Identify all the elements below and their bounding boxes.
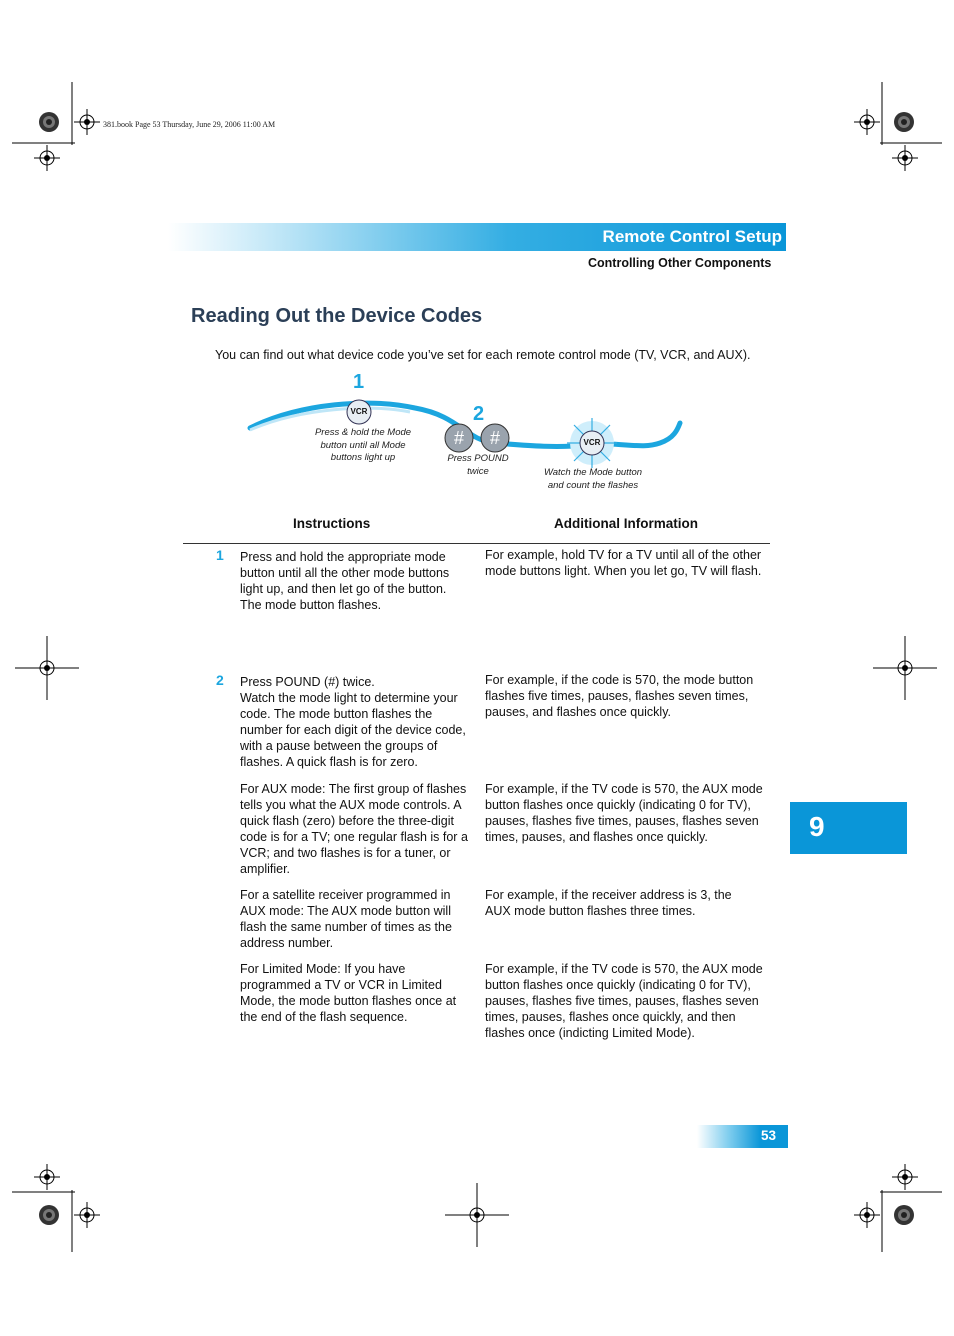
step2-instruction-line2: Watch the mode light to determine your code. The mode button flashes the number for each digit of the device code, with a pause between the groups of flashes. A quick flash is for zero. (240, 691, 466, 769)
chapter-tab (790, 802, 907, 854)
step1-number: 1 (216, 547, 224, 563)
table-divider (183, 543, 770, 544)
diagram-caption-1: Press & hold the Mode button until all Mode buttons light up (314, 427, 412, 463)
page-heading: Reading Out the Device Codes (191, 305, 483, 327)
remote-steps-diagram (240, 368, 700, 498)
limited-info: For example, if the TV code is 570, the AUX mode button flashes once quickly (indicating 0 for TV), pauses, flashes five times, pauses, flashes seven times, pauses, flashes once quickly, and then flashes once (indicting Limited Mode). (485, 962, 763, 1040)
section-title: Remote Control Setup (602, 227, 782, 246)
vcr-label: VCR (583, 438, 601, 447)
vcr-label: VCR (350, 407, 368, 416)
diagram-caption-2: Press POUND twice (447, 453, 509, 477)
diagram-caption-3: Watch the Mode button and count the flashes (543, 467, 643, 491)
step2-instruction (240, 674, 470, 770)
section-header-bar (168, 223, 786, 251)
instructions-column-header: Instructions (293, 516, 371, 531)
pound-label: # (453, 428, 464, 448)
aux-info: For example, if the TV code is 570, the AUX mode button flashes once quickly (indicating 0 for TV), pauses, flashes five times, pauses, flashes seven times, pauses, and flashes once quickly. (485, 782, 763, 844)
page-number-bar (697, 1125, 788, 1148)
aux-instruction: For AUX mode: The first group of flashes tells you what the AUX mode controls. A quick flash (zero) before the three-digit code is for a TV; one regular flash is for a VCR; and two flashes is for a tuner, or amplifier. (240, 782, 468, 876)
page-number: 53 (760, 1128, 776, 1143)
additional-info-column-header: Additional Information (554, 516, 698, 531)
chapter-number: 9 (809, 811, 825, 842)
satellite-instruction: For a satellite receiver programmed in AUX mode: The AUX mode button will flash the same number of times as the address number. (240, 888, 452, 950)
step1-instruction: Press and hold the appropriate mode button until all the other mode buttons light up, and then let go of the button. The mode button flashes. (240, 550, 450, 612)
pound-label: # (489, 428, 500, 448)
print-info: 381.book Page 53 Thursday, June 29, 2006 11:00 AM (103, 120, 276, 129)
diagram-step1-number: 1 (353, 371, 365, 393)
limited-instruction: For Limited Mode: If you have programmed a TV or VCR in Limited Mode, the mode button flashes once at the end of the flash sequence. (240, 962, 457, 1024)
step2-info: For example, if the code is 570, the mode button flashes five times, pauses, flashes seven times, pauses, and flashes once quickly. (485, 673, 754, 719)
intro-text: You can find out what device code you’ve set for each remote control mode (TV, VCR, and AUX). (215, 348, 751, 362)
section-subtitle: Controlling Other Components (588, 256, 772, 270)
satellite-info: For example, if the receiver address is 3, the AUX mode button flashes three times. (485, 888, 732, 918)
step2-number: 2 (216, 672, 224, 688)
step1-info: For example, hold TV for a TV until all of the other mode buttons light. When you let go, TV will flash. (485, 548, 762, 578)
diagram-step2-number: 2 (473, 403, 485, 425)
step2-instruction-line1: Press POUND (#) twice. (240, 675, 375, 689)
